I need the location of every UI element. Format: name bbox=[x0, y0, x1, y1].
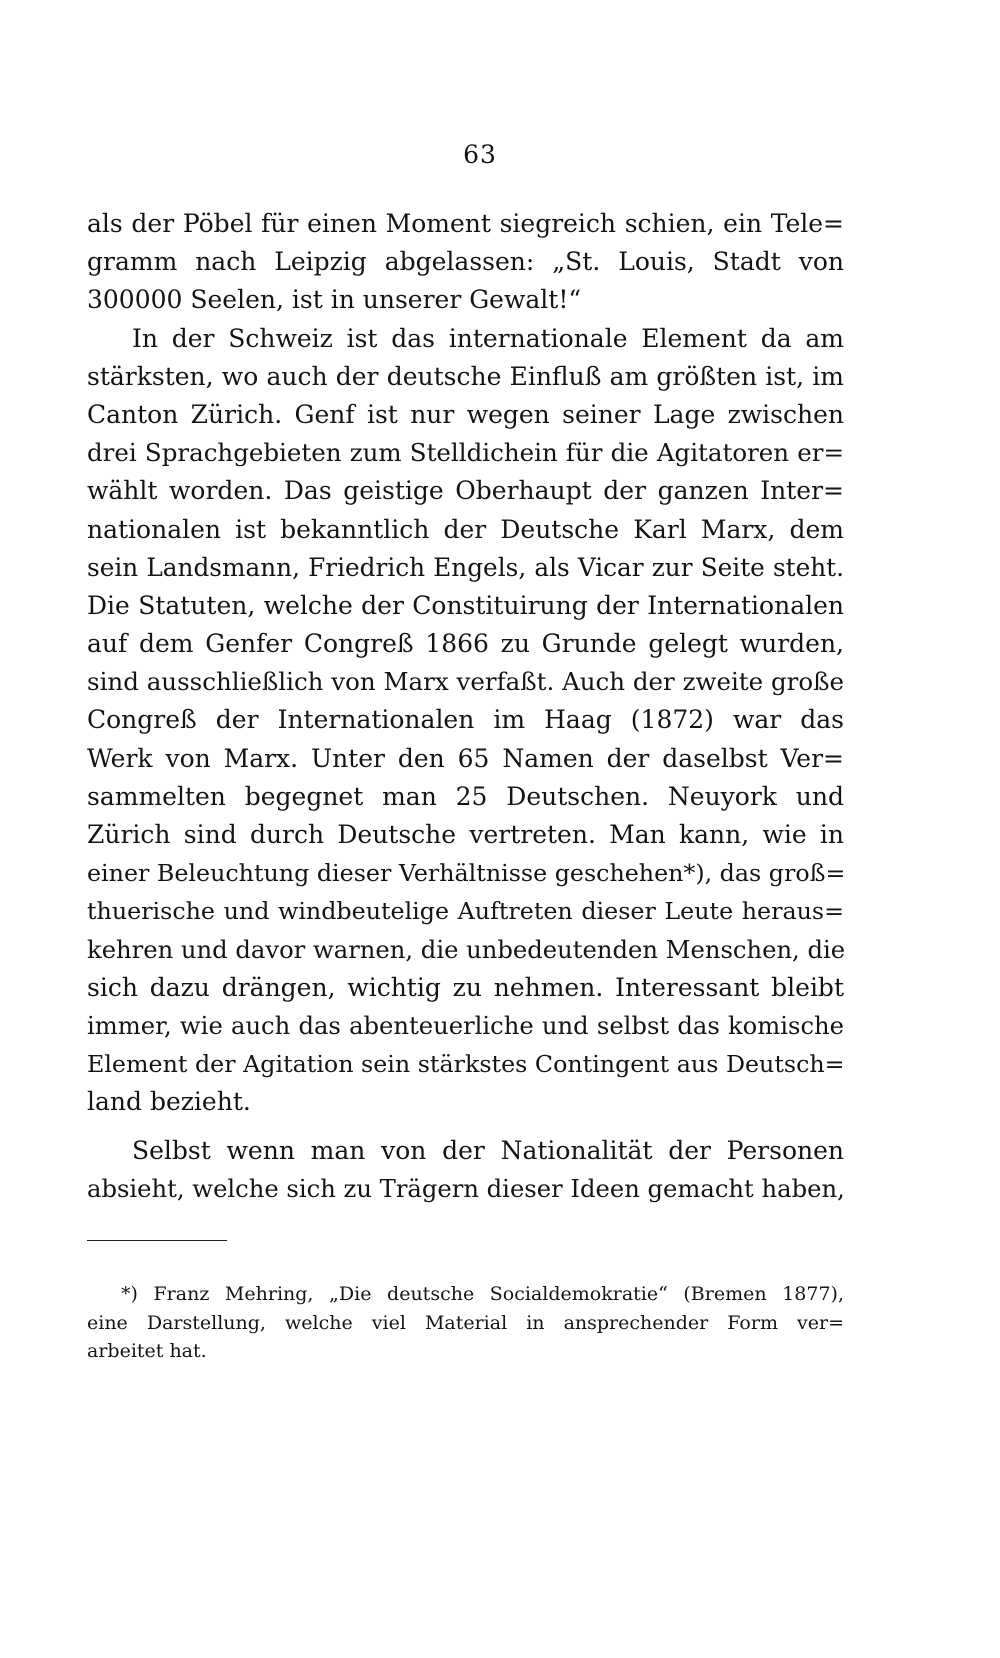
text-line: einer Beleuchtung dieser Verhältnisse geschehen*), das groß= bbox=[87, 859, 846, 888]
text-line: sind ausschließlich von Marx verfaßt. Auch der zweite große bbox=[87, 667, 844, 697]
footnote-line: eine Darstellung, welche viel Material in ansprechender Form ver= bbox=[87, 1311, 844, 1334]
text-line: Selbst wenn man von der Nationalität der Personen bbox=[132, 1135, 844, 1165]
page-number: 63 bbox=[463, 140, 497, 169]
text-line: nationalen ist bekanntlich der Deutsche Karl Marx, dem bbox=[87, 514, 844, 544]
text-line: sich dazu drängen, wichtig zu nehmen. Interessant bleibt bbox=[87, 972, 844, 1002]
text-line: absieht, welche sich zu Trägern dieser Ideen gemacht haben, bbox=[87, 1173, 845, 1203]
text-line: kehren und davor warnen, die unbedeutenden Menschen, die bbox=[87, 934, 846, 964]
footnote bbox=[87, 1280, 844, 1366]
text-line: als der Pöbel für einen Moment siegreich schien, ein Tele= bbox=[87, 209, 844, 238]
text-line: Werk von Marx. Unter den 65 Namen der daselbst Ver= bbox=[87, 743, 844, 773]
text-line: 300000 Seelen, ist in unserer Gewalt!“ bbox=[87, 285, 582, 315]
text-line: sein Landsmann, Friedrich Engels, als Vicar zur Seite steht. bbox=[87, 552, 844, 582]
text-line: thuerische und windbeutelige Auftreten dieser Leute heraus= bbox=[87, 897, 844, 926]
text-line: Canton Zürich. Genf ist nur wegen seiner Lage zwischen bbox=[87, 399, 844, 429]
text-line: In der Schweiz ist das internationale Element da am bbox=[132, 323, 844, 353]
footnote-line: *) Franz Mehring, „Die deutsche Socialdemokratie“ (Bremen 1877), bbox=[121, 1283, 844, 1305]
footnote-line: arbeitet hat. bbox=[87, 1340, 207, 1362]
text-line: land bezieht. bbox=[87, 1087, 251, 1117]
footnote-divider bbox=[87, 1240, 227, 1241]
text-line: Element der Agitation sein stärkstes Contingent aus Deutsch= bbox=[87, 1050, 845, 1079]
text-line: auf dem Genfer Congreß 1866 zu Grunde gelegt wurden, bbox=[87, 629, 844, 659]
text-line: stärksten, wo auch der deutsche Einfluß am größten ist, im bbox=[87, 361, 844, 391]
text-line: Zürich sind durch Deutsche vertreten. Man kann, wie in bbox=[87, 820, 844, 849]
text-line: gramm nach Leipzig abgelassen: „St. Louis, Stadt von bbox=[87, 247, 844, 277]
text-line: drei Sprachgebieten zum Stelldichein für die Agitatoren er= bbox=[87, 438, 844, 468]
text-line: sammelten begegnet man 25 Deutschen. Neuyork und bbox=[87, 781, 844, 811]
text-line: immer, wie auch das abenteuerliche und selbst das komische bbox=[87, 1010, 844, 1040]
text-line: Congreß der Internationalen im Haag (1872) war das bbox=[87, 705, 844, 735]
text-line: wählt worden. Das geistige Oberhaupt der ganzen Inter= bbox=[87, 476, 844, 506]
main-text bbox=[87, 205, 844, 1208]
text-line: Die Statuten, welche der Constituirung der Internationalen bbox=[87, 590, 844, 620]
